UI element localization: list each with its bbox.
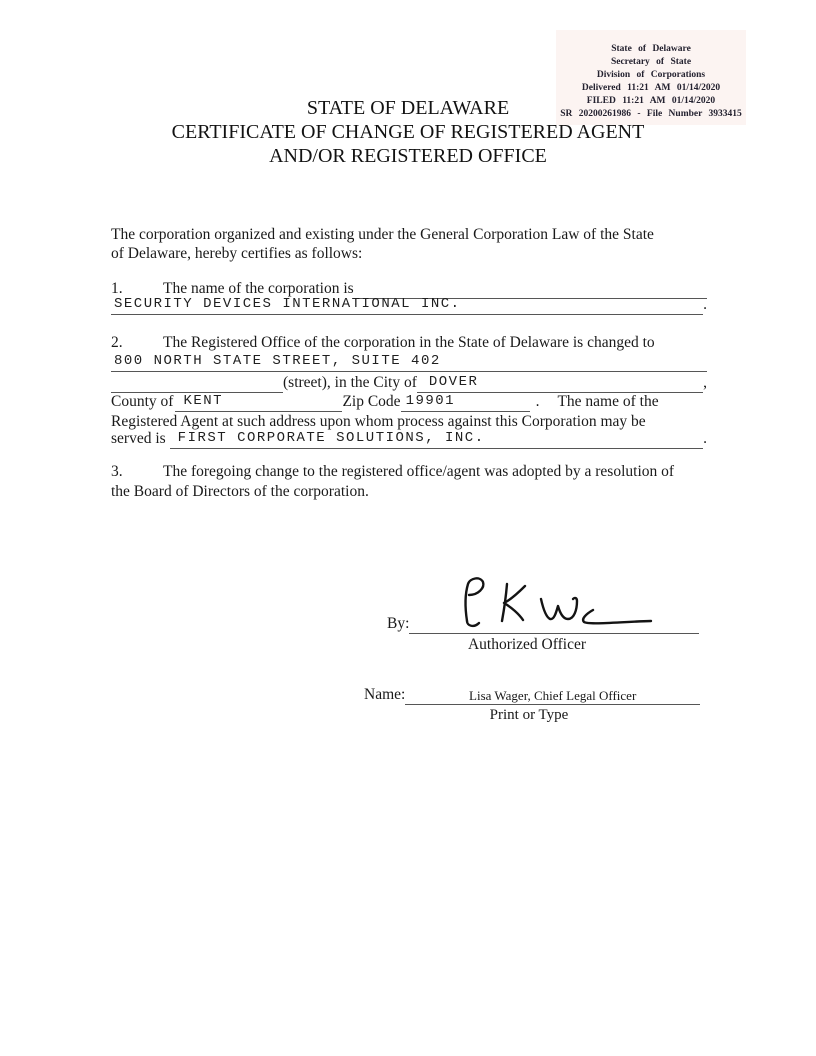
authorized-officer-caption: Authorized Officer — [467, 636, 587, 653]
stamp-line-filed: FILED 11:21 AM 01/14/2020 — [586, 95, 716, 106]
item2-street-row — [111, 354, 707, 372]
name-row — [364, 687, 700, 705]
registered-agent-value: FIRST CORPORATE SOLUTIONS, INC. — [177, 430, 485, 447]
printed-name-value: Lisa Wager, Chief Legal Officer — [469, 688, 637, 703]
corporation-name-value: SECURITY DEVICES INTERNATIONAL INC. — [114, 296, 461, 313]
item2-number: 2. — [111, 334, 123, 352]
item3-row — [111, 465, 707, 482]
title-line-3: AND/OR REGISTERED OFFICE — [269, 145, 547, 167]
stamp-line-delivered: Delivered 11:21 AM 01/14/2020 — [581, 82, 721, 93]
item1-trailing-period: . — [703, 296, 707, 314]
zip-label: Zip Code — [342, 393, 401, 411]
stamp-line-secretary: Secretary of State — [610, 56, 692, 67]
title-line-1: STATE OF DELAWARE — [306, 97, 510, 119]
by-signature-row — [387, 616, 699, 634]
item2-agent-row — [111, 431, 707, 449]
by-label: By: — [387, 615, 410, 633]
stamp-line-division: Division of Corporations — [596, 69, 706, 80]
street-address-value: 800 NORTH STATE STREET, SUITE 402 — [114, 353, 441, 370]
city-trailing-comma: , — [703, 374, 707, 392]
zip-blank-line — [401, 391, 530, 412]
intro-paragraph — [111, 226, 707, 263]
item2-agent-wrap-line: Registered Agent at such address upon whom process against this Corporation may be — [111, 413, 646, 430]
item1-number: 1. — [111, 280, 123, 298]
item1-label: The name of the corporation is — [163, 280, 354, 298]
item3-line-2: the Board of Directors of the corporation. — [111, 483, 369, 500]
item2-lead: The Registered Office of the corporation in the State of Delaware is changed to — [163, 334, 655, 352]
document-title — [0, 96, 816, 168]
stamp-line-file-number: SR 20200261986 - File Number 3933415 — [560, 108, 742, 119]
city-value: DOVER — [428, 374, 479, 391]
item3-number: 3. — [111, 463, 123, 481]
item1-value-row — [111, 297, 707, 315]
county-label: County of — [111, 393, 174, 411]
name-label: Name: — [364, 686, 406, 704]
intro-line-1: The corporation organized and existing under the General Corporation Law of the State — [111, 226, 654, 243]
stamp-line-state: State of Delaware — [611, 44, 691, 54]
by-signature-line — [409, 633, 699, 634]
served-is-label: served is — [111, 430, 166, 448]
title-line-2: CERTIFICATE OF CHANGE OF REGISTERED AGENT — [171, 121, 645, 143]
name-line — [405, 688, 700, 705]
item2-county-zip-row — [111, 394, 707, 412]
after-zip-text: The name of the — [557, 393, 659, 411]
county-value: KENT — [183, 393, 224, 410]
item3-line-1: The foregoing change to the registered office/agent was adopted by a resolution of — [163, 463, 675, 481]
item2-city-row — [111, 375, 707, 393]
street-city-label: (street), in the City of — [283, 374, 417, 392]
print-or-type-caption: Print or Type — [489, 707, 569, 723]
intro-line-2: of Delaware, hereby certifies as follows: — [111, 244, 363, 262]
item2-trailing-period: . — [703, 430, 707, 448]
zip-value: 19901 — [405, 393, 456, 410]
county-blank-line — [175, 391, 342, 412]
after-zip-period: . — [535, 393, 540, 411]
